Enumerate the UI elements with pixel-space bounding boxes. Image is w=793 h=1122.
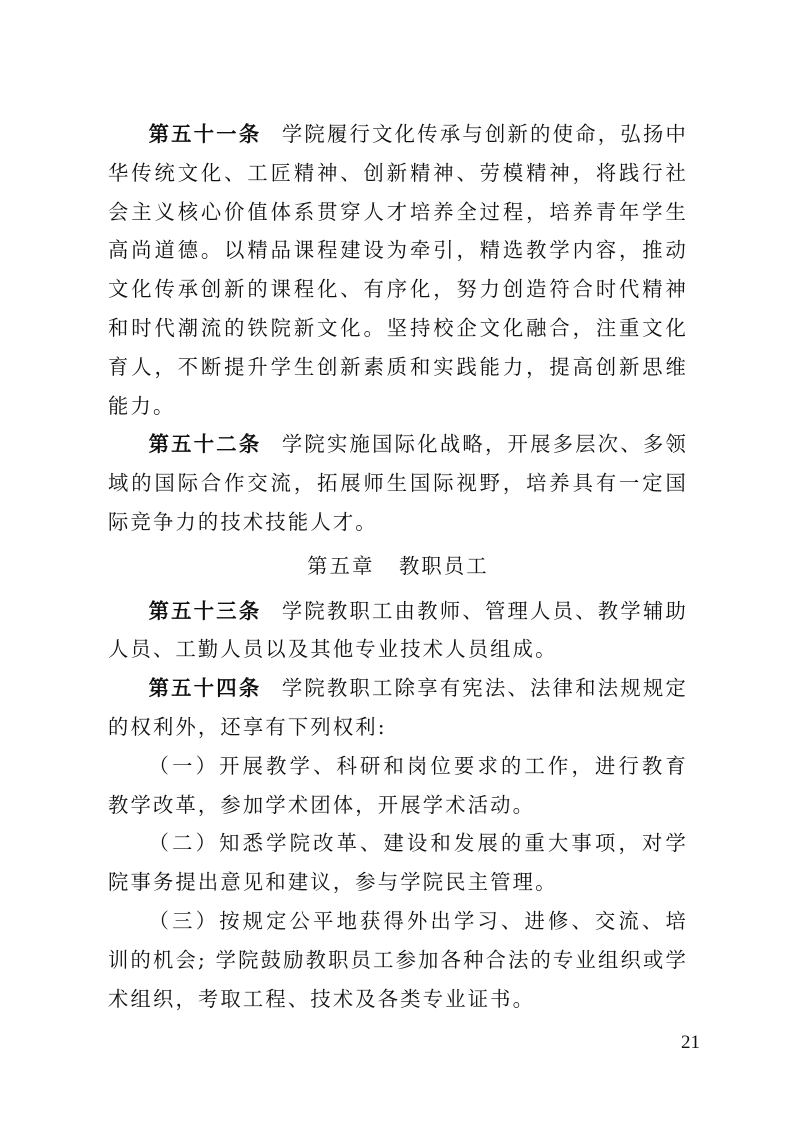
article-text: 学院教职工除享有宪法、法律和法规规定的权利外，还享有下列权利: [108, 676, 688, 739]
article-text: 学院教职工由教师、管理人员、教学辅助人员、工勤人员以及其他专业技术人员组成。 [108, 598, 688, 662]
article-54 [108, 669, 688, 747]
list-item: （三）按规定公平地获得外出学习、进修、交流、培训的机会; 学院鼓励教职员工参加各种合法的专业组织或学术组织，考取工程、技术及各类专业证书。 [108, 908, 688, 1011]
list-item: （一）开展教学、科研和岗位要求的工作，进行教育教学改革，参加学术团体，开展学术活动。 [108, 753, 688, 817]
article-text: 学院履行文化传承与创新的使命，弘扬中华传统文化、工匠精神、创新精神、劳模精神，将践行社会主义核心价值体系贯穿人才培养全过程，培养青年学生高尚道德。以精品课程建设为牵引，精选教学内容，推动文化传承创新的课程化、有序化，努力创造符合时代精神和时代潮流的铁院新文化。坚持校企文化融合，注重文化育人，不断提升学生创新素质和实践能力，提高创新思维能力。 [108, 122, 688, 418]
article-53 [108, 592, 688, 670]
article-52 [108, 425, 688, 541]
page-number: 21 [681, 1032, 700, 1053]
page-body [108, 115, 688, 1018]
article-number: 第五十一条 [148, 122, 262, 146]
chapter-title: 教职员工 [398, 553, 489, 578]
article-number: 第五十二条 [148, 432, 262, 457]
chapter-number: 第五章 [307, 553, 375, 578]
article-number: 第五十四条 [148, 676, 262, 701]
list-item: （二）知悉学院改革、建设和发展的重大事项，对学院事务提出意见和建议，参与学院民主管理。 [108, 831, 688, 895]
article-text: 学院实施国际化战略，开展多层次、多领域的国际合作交流，拓展师生国际视野，培养具有一定国际竞争力的技术技能人才。 [108, 432, 688, 534]
article-51 [108, 115, 688, 425]
chapter-heading [108, 547, 688, 586]
article-number: 第五十三条 [148, 598, 262, 623]
